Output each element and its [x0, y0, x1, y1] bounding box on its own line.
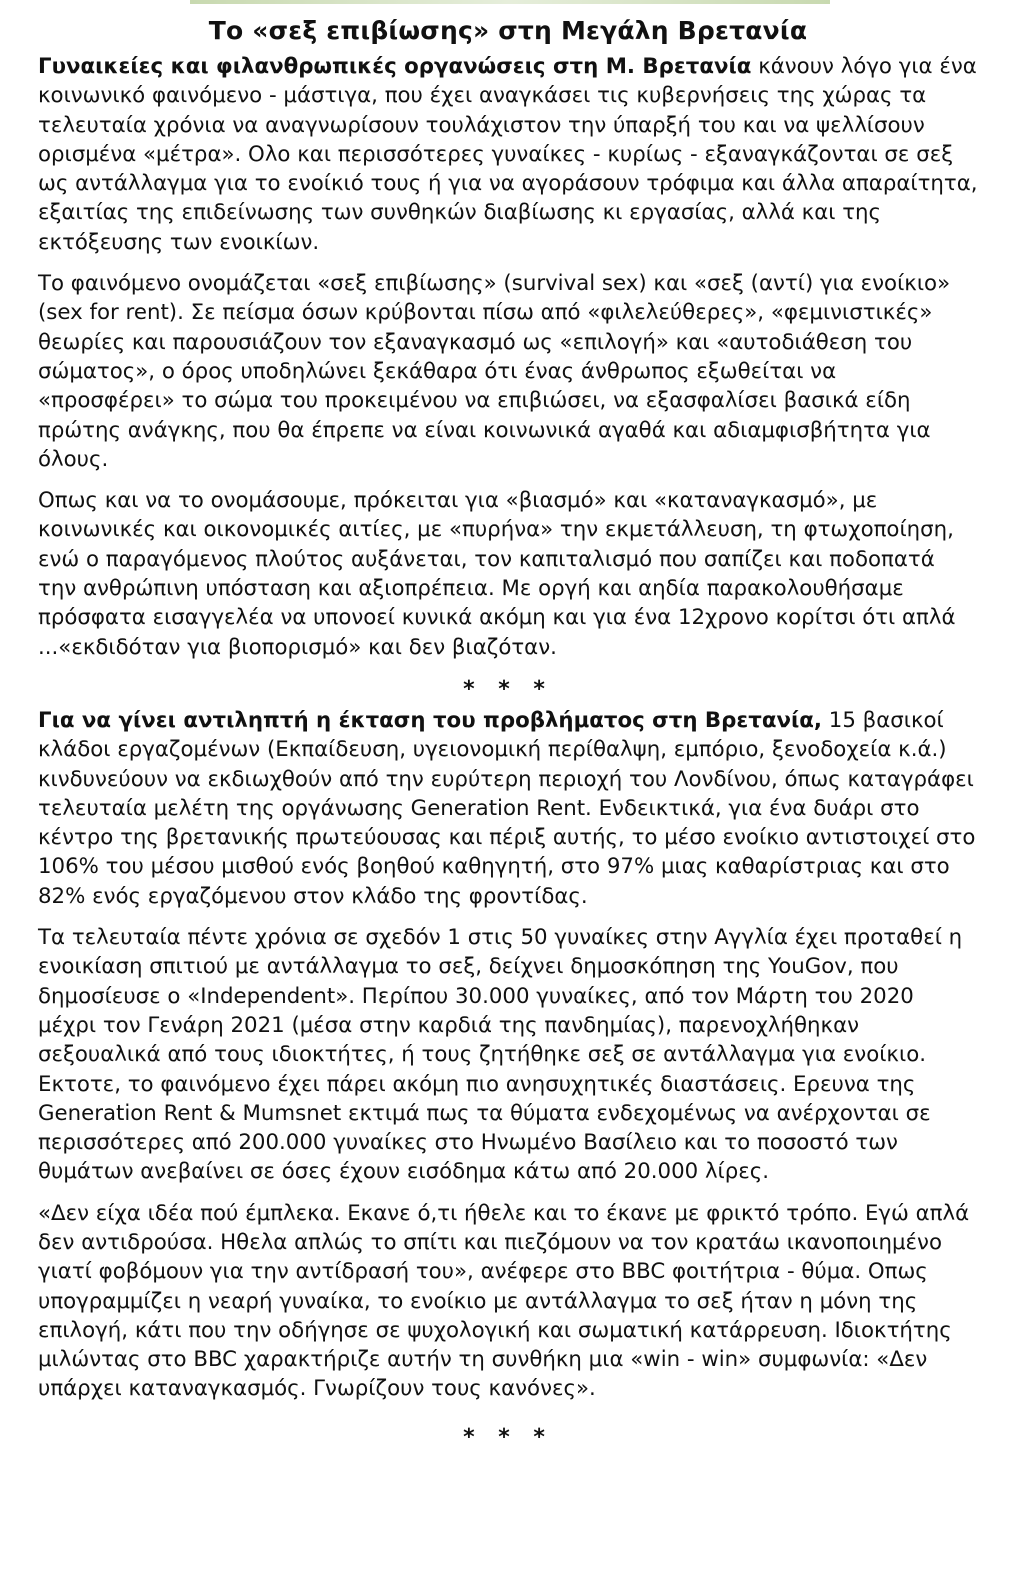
paragraph-4-lead: Για να γίνει αντιληπτή η έκταση του προβλήματος στη Βρετανία, [38, 707, 822, 733]
paragraph-1 [38, 52, 978, 257]
paragraph-5-text: Τα τελευταία πέντε χρόνια σε σχεδόν 1 στις 50 γυναίκες στην Αγγλία έχει προταθεί η ενοικίαση σπιτιού με αντάλλαγμα το σεξ, δείχνει δημοσκόπηση της YouGov, που δημοσίευσε ο «Independent». Περίπου 30.000 γυναίκες, από τον Μάρτη του 2020 μέχρι τον Γενάρη 2021 (μέσα στην καρδιά της πανδημίας), παρενοχλήθηκαν σεξουαλικά από τους ιδιοκτήτες, ή τους ζητήθηκε σεξ σε αντάλλαγμα για ενοίκιο. Εκτοτε, το φαινόμενο έχει πάρει ακόμη πιο ανησυχητικές διαστάσεις. Ερευνα της Generation Rent & Mumsnet εκτιμά πως τα θύματα ενδεχομένως να ανέρχονται σε περισσότερες από 200.000 γυναίκες στο Ηνωμένο Βασίλειο και το ποσοστό των θυμάτων ανεβαίνει σε όσες έχουν εισόδημα κάτω από 20.000 λίρες. [38, 925, 963, 1185]
article-title: Το «σεξ επιβίωσης» στη Μεγάλη Βρετανία [208, 16, 808, 45]
paragraph-3-text: Οπως και να το ονομάσουμε, πρόκειται για «βιασμό» και «καταναγκασμό», με κοινωνικές και οικονομικές αιτίες, με «πυρήνα» την εκμετάλλευση, τη φτωχοποίηση, ενώ ο παραγόμενος πλούτος αυξάνεται, τον καπιταλισμό που σαπίζει και ποδοπατά την ανθρώπινη υπόσταση και αξιοπρέπεια. Με οργή και αηδία παρακολουθήσαμε πρόσφατα εισαγγελέα να υπονοεί κυνικά ακόμη και για ένα 12χρονο κορίτσι ότι απλά ...«εκδιδόταν για βιοπορισμό» και δεν βιαζόταν. [38, 488, 956, 660]
section-separator-bottom: * * * [463, 1424, 553, 1450]
paragraph-4 [38, 706, 978, 911]
paragraph-2-text: Το φαινόμενο ονομάζεται «σεξ επιβίωσης» (survival sex) και «σεξ (αντί) για ενοίκιο» (sex for rent). Σε πείσμα όσων κρύβονται πίσω από «φιλελεύθερες», «φεμινιστικές» θεωρίες και παρουσιάζουν τον εξαναγκασμό ως «επιλογή» και «αυτοδιάθεση του σώματος», ο όρος υποδηλώνει ξεκάθαρα ότι ένας άνθρωπος εξωθείται να «προσφέρει» το σώμα του προκειμένου να επιβιώσει, να εξασφαλίσει βασικά είδη πρώτης ανάγκης, που θα έπρεπε να είναι κοινωνικά αγαθά και αδιαμφισβήτητα για όλους. [38, 271, 951, 472]
paragraph-2 [38, 269, 978, 474]
paragraph-6-text: «Δεν είχα ιδέα πού έμπλεκα. Εκανε ό,τι ήθελε και το έκανε με φρικτό τρόπο. Εγώ απλά δεν αντιδρούσα. Ηθελα απλώς το σπίτι και πιεζόμουν να τον κρατάω ικανοποιημένο γιατί φοβόμουν για την αντίδρασή του», ανέφερε στο BBC φοιτήτρια - θύμα. Οπως υπογραμμίζει η νεαρή γυναίκα, το ενοίκιο με αντάλλαγμα το σεξ ήταν η μόνη της επιλογή, κάτι που την οδήγησε σε ψυχολογική και σωματική κατάρρευση. Ιδιοκτήτης μιλώντας στο BBC χαρακτήριζε αυτήν τη συνθήκη μια «win - win» συμφωνία: «Δεν υπάρχει καταναγκασμός. Γνωρίζουν τους κανόνες». [38, 1200, 970, 1402]
paragraph-1-text: κάνουν λόγο για ένα κοινωνικό φαινόμενο - μάστιγα, που έχει αναγκάσει τις κυβερνήσεις της χώρας τα τελευταία χρόνια να αναγνωρίσουν τουλάχιστον την ύπαρξή του και να ψελλίσουν ορισμένα «μέτρα». Ολο και περισσότερες γυναίκες - κυρίως - εξαναγκάζονται σε σεξ ως αντάλλαγμα για το ενοίκιό τους ή για να αγοράσουν τρόφιμα και άλλα απαραίτητα, εξαιτίας της επιδείνωσης των συνθηκών διαβίωσης κι εργασίας, αλλά και της εκτόξευσης των ενοικίων. [38, 54, 978, 255]
section-separator: * * * [463, 676, 553, 702]
paragraph-5 [38, 923, 978, 1187]
paragraph-1-lead: Γυναικείες και φιλανθρωπικές οργανώσεις στη Μ. Βρετανία [38, 54, 752, 79]
article [38, 0, 978, 1454]
paragraph-4-text: 15 βασικοί κλάδοι εργαζομένων (Εκπαίδευση, υγειονομική περίθαλψη, εμπόριο, ξενοδοχεία κ.ά.) κινδυνεύουν να εκδιωχθούν από την ευρύτερη περιοχή του Λονδίνου, όπως καταγράφει τελευταία μελέτη της οργάνωσης Generation Rent. Ενδεικτικά, για ένα δυάρι στο κέντρο της βρετανικής πρωτεύουσας και πέριξ αυτής, το μέσο ενοίκιο αντιστοιχεί στο 106% του μέσου μισθού ενός βοηθού καθηγητή, στο 97% μιας καθαρίστριας και στο 82% ενός εργαζόμενου στον κλάδο της φροντίδας. [38, 707, 976, 909]
paragraph-6 [38, 1199, 978, 1404]
paragraph-3 [38, 486, 978, 662]
